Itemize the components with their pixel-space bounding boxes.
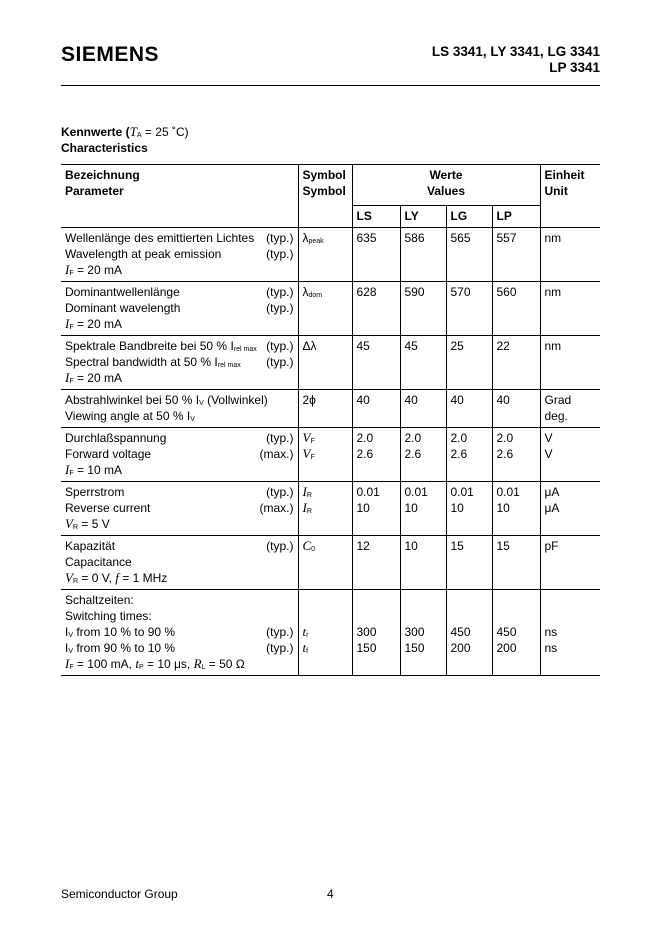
param-cell: Kapazität (typ.) Capacitance $V_R = 0$ V, f = 1 MHz — [61, 536, 298, 590]
param-cell: Wellenlänge des emittierten Lichtes (typ.) Wavelength at peak emission (typ.) $I_F = 20$ mA — [61, 228, 298, 282]
section-heading: Kennwerte ($T_A = 25$ ˚C) Characteristics — [61, 124, 189, 155]
header-symbol: Symbol Symbol — [298, 165, 352, 228]
header-rule — [61, 85, 600, 86]
symbol-cell: $\lambda_{dom}$ — [298, 282, 352, 336]
product-title-line2: LP 3341 — [549, 60, 600, 75]
symbol-cell: $C_0$ — [298, 536, 352, 590]
symbol-cell: $t_r$ $t_f$ — [298, 590, 352, 676]
symbol-cell: 2ϕ — [298, 390, 352, 428]
value-lg: 565 — [446, 228, 492, 282]
value-lp: 557 — [492, 228, 540, 282]
footer-text: Semiconductor Group — [61, 887, 178, 901]
unit-cell: nm — [540, 228, 600, 282]
table-row — [61, 336, 600, 390]
header-type-lg: LG — [446, 206, 492, 228]
header-parameter: Bezeichnung Parameter — [61, 165, 298, 228]
value-ls: 635 — [352, 228, 400, 282]
value-ls: 45 — [352, 336, 400, 390]
value-ly: 2.0 2.6 — [400, 428, 446, 482]
value-lp: 2.0 2.6 — [492, 428, 540, 482]
symbol-cell: Δλ — [298, 336, 352, 390]
table-row — [61, 282, 600, 336]
table-header-row — [61, 165, 600, 206]
siemens-logo: SIEMENS — [61, 43, 160, 66]
symbol-cell: $V_F$ $V_F$ — [298, 428, 352, 482]
header-values: Werte Values — [352, 165, 540, 206]
value-ly: 300 150 — [400, 590, 446, 676]
value-lg: 15 — [446, 536, 492, 590]
value-lg: 0.01 10 — [446, 482, 492, 536]
value-lg: 450 200 — [446, 590, 492, 676]
header-type-ls: LS — [352, 206, 400, 228]
table-row — [61, 590, 600, 676]
unit-cell: ns ns — [540, 590, 600, 676]
header-type-ly: LY — [400, 206, 446, 228]
param-cell: Durchlaßspannung (typ.) Forward voltage (max.) $I_F = 10$ mA — [61, 428, 298, 482]
value-lp: 15 — [492, 536, 540, 590]
value-ly: 10 — [400, 536, 446, 590]
value-ls: 40 — [352, 390, 400, 428]
param-cell: Abstrahlwinkel bei 50 % $I_V$ (Vollwinkel) Viewing angle at 50 % $I_V$ — [61, 390, 298, 428]
unit-cell: V V — [540, 428, 600, 482]
symbol-cell: $I_R$ $I_R$ — [298, 482, 352, 536]
param-cell: Schaltzeiten: Switching times: $I_V$ from 10 % to 90 % (typ.) $I_V$ from 90 % to 10 % (typ.) $I_F = 100$ mA, $t_P = 10$ μs, $R_L = 50$ Ω — [61, 590, 298, 676]
table-row — [61, 428, 600, 482]
value-ls: 300 150 — [352, 590, 400, 676]
unit-cell: pF — [540, 536, 600, 590]
value-ls: 12 — [352, 536, 400, 590]
table-row — [61, 390, 600, 428]
param-cell: Spektrale Bandbreite bei 50 % $I_{rel max}$ (typ.) Spectral bandwidth at 50 % $I_{rel max}$ (typ.) $I_F = 20$ mA — [61, 336, 298, 390]
value-lg: 40 — [446, 390, 492, 428]
product-title — [432, 44, 600, 76]
value-lp: 22 — [492, 336, 540, 390]
value-ly: 0.01 10 — [400, 482, 446, 536]
symbol-cell: $\lambda_{peak}$ — [298, 228, 352, 282]
param-cell: Dominantwellenlänge (typ.) Dominant wavelength (typ.) $I_F = 20$ mA — [61, 282, 298, 336]
value-ly: 586 — [400, 228, 446, 282]
value-lp: 40 — [492, 390, 540, 428]
unit-cell: nm — [540, 336, 600, 390]
value-lp: 560 — [492, 282, 540, 336]
value-lg: 25 — [446, 336, 492, 390]
unit-cell: μA μA — [540, 482, 600, 536]
value-lg: 570 — [446, 282, 492, 336]
header-type-lp: LP — [492, 206, 540, 228]
value-ly: 45 — [400, 336, 446, 390]
characteristics-table — [61, 164, 600, 676]
value-ls: 0.01 10 — [352, 482, 400, 536]
value-lp: 0.01 10 — [492, 482, 540, 536]
value-ly: 590 — [400, 282, 446, 336]
table-row — [61, 482, 600, 536]
value-ls: 628 — [352, 282, 400, 336]
heading-en: Characteristics — [61, 141, 148, 155]
param-cell: Sperrstrom (typ.) Reverse current (max.) $V_R = 5$ V — [61, 482, 298, 536]
table-row — [61, 228, 600, 282]
unit-cell: Grad deg. — [540, 390, 600, 428]
table-row — [61, 536, 600, 590]
value-ly: 40 — [400, 390, 446, 428]
unit-cell: nm — [540, 282, 600, 336]
value-ls: 2.0 2.6 — [352, 428, 400, 482]
value-lp: 450 200 — [492, 590, 540, 676]
product-title-line1: LS 3341, LY 3341, LG 3341 — [431, 44, 600, 59]
heading-de: Kennwerte ( — [61, 125, 130, 139]
value-lg: 2.0 2.6 — [446, 428, 492, 482]
header-unit: Einheit Unit — [540, 165, 600, 228]
page-number: 4 — [327, 887, 334, 901]
